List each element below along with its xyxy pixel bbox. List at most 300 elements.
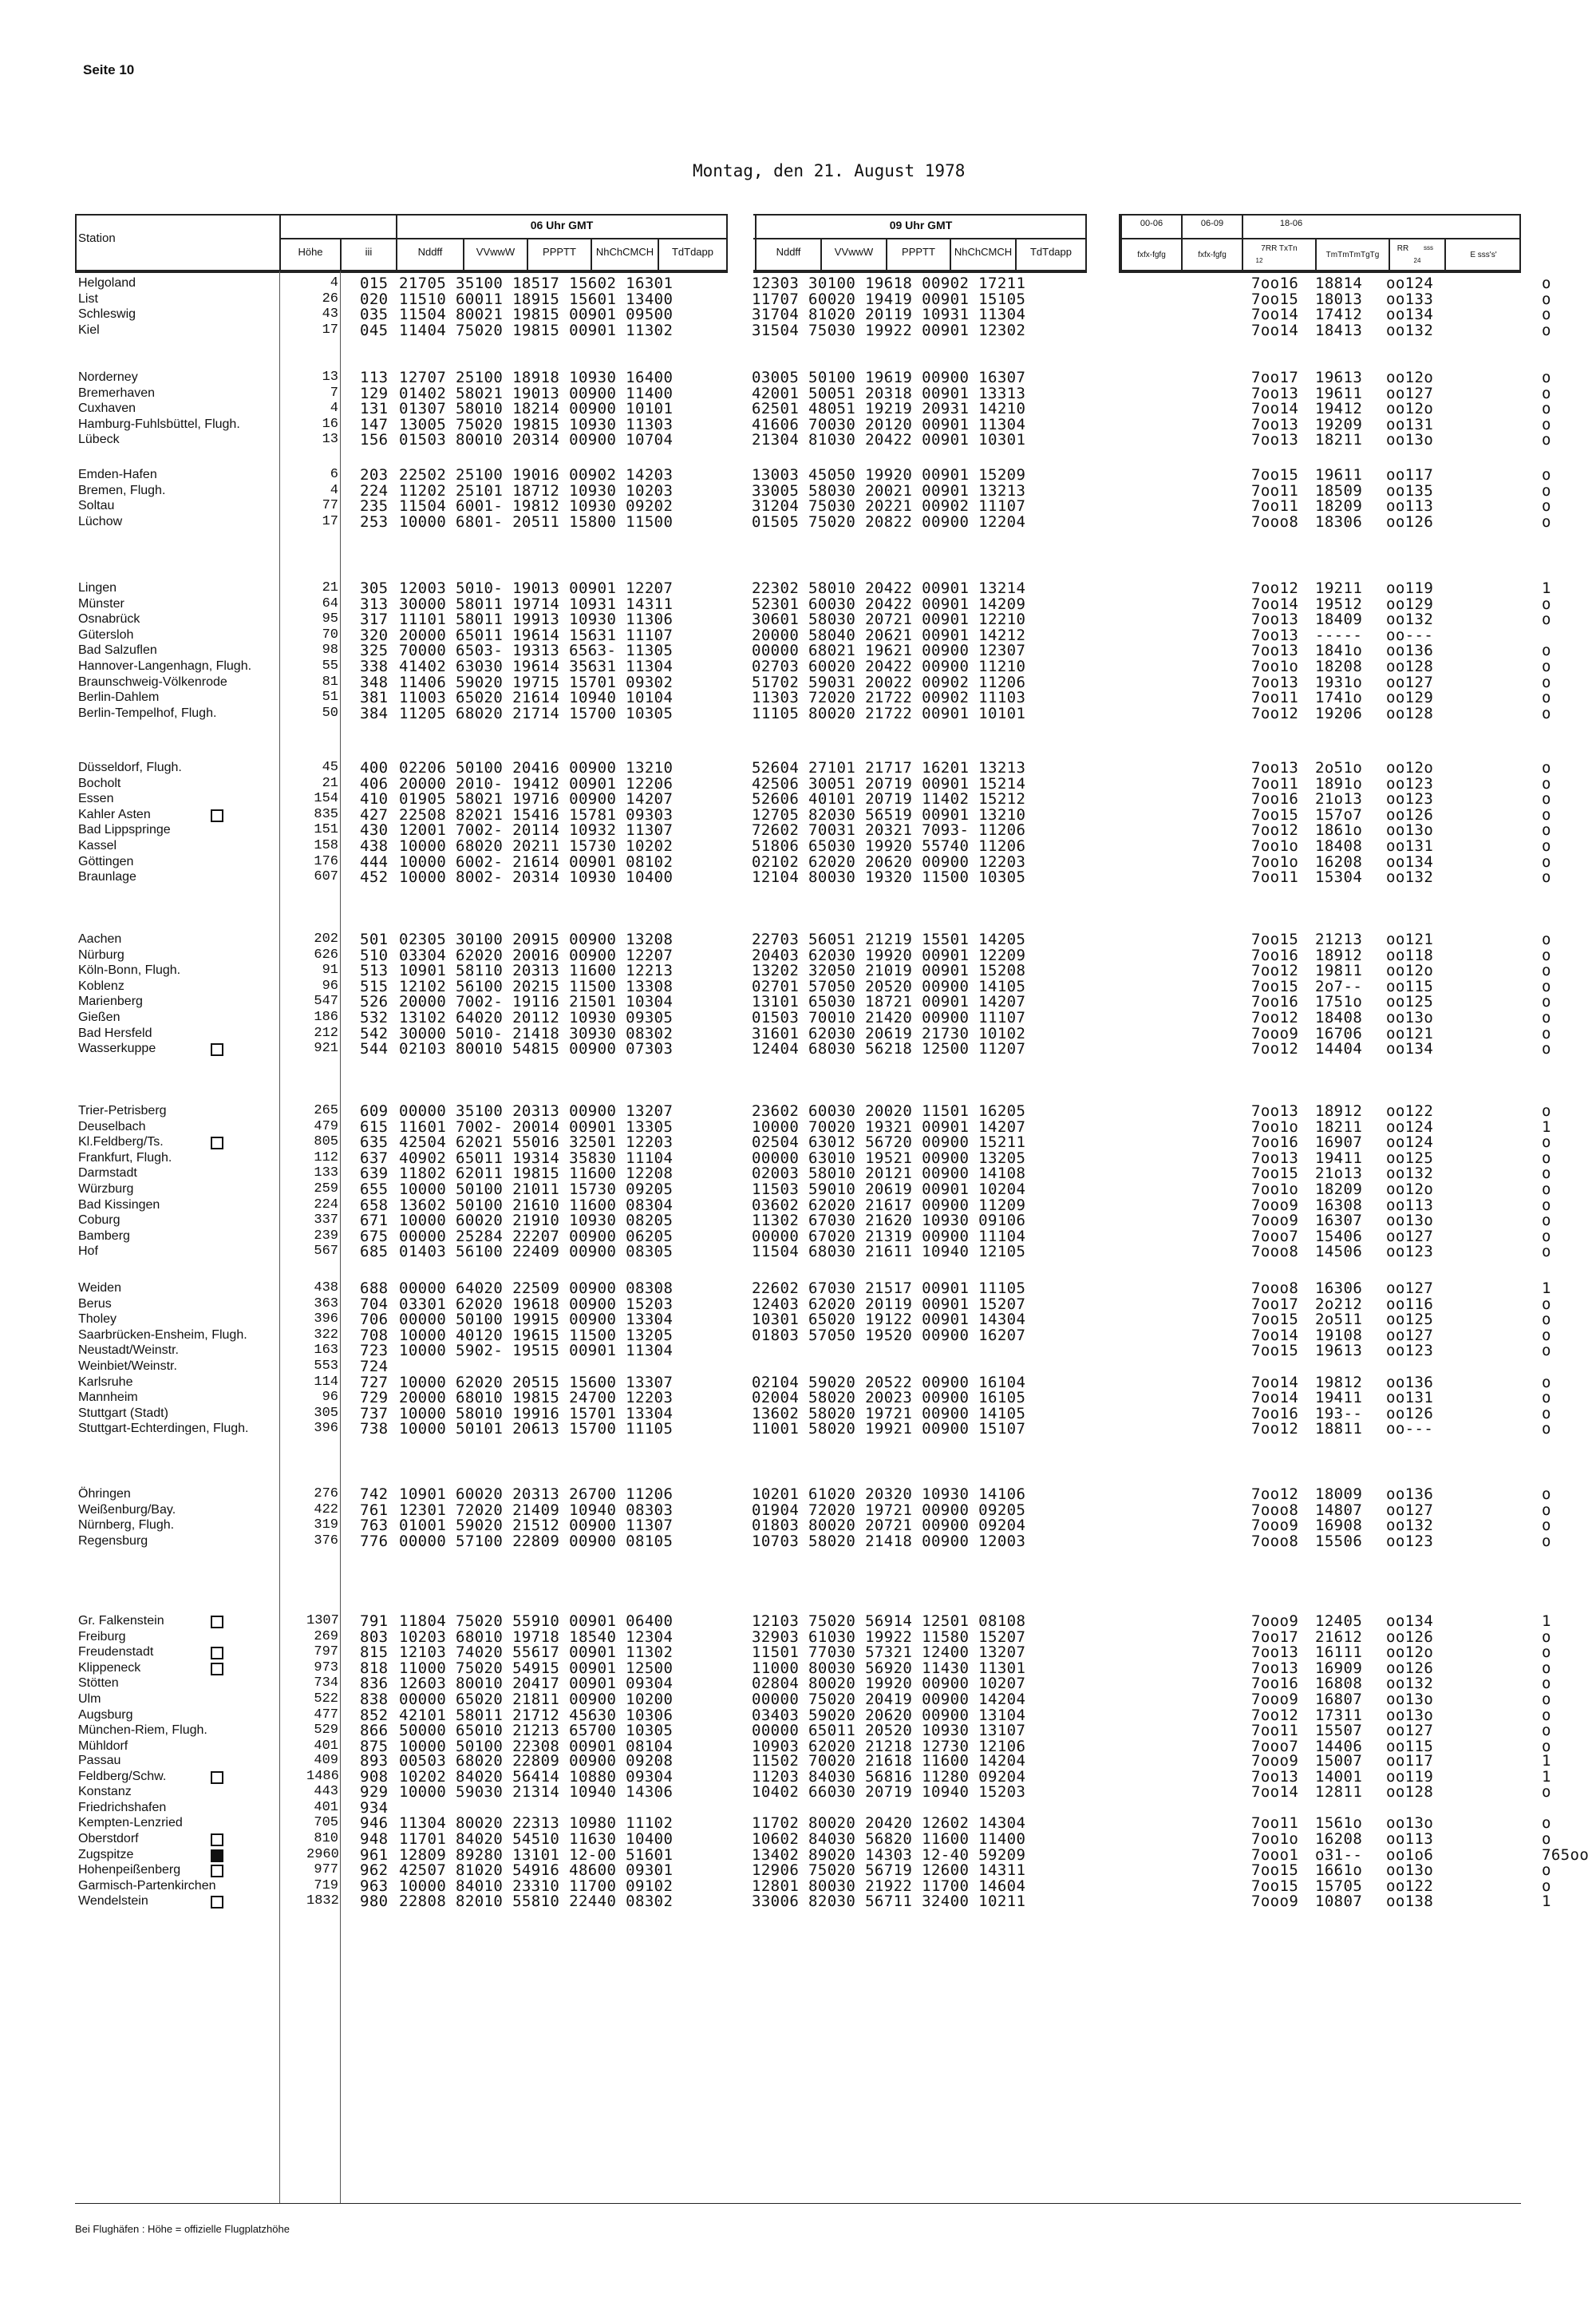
obs-06: 42504 62021 55016 32501 12203 [399,1133,674,1152]
station-name: Tholey [78,1312,117,1327]
sub-tm: TmTmTmTgTg [1325,251,1380,259]
rr-24: oo127 [1386,1326,1434,1344]
rr-24: oo115 [1386,1737,1434,1755]
h06-col-1: VVwwW [476,246,516,258]
rr-tx-tn: 7ooo9 [1251,1691,1299,1708]
station-name: Deuselbach [78,1119,146,1133]
tm-values: 18209 [1315,497,1363,516]
page-title: Montag, den 21. August 1978 [693,161,966,180]
rr-24: oo--- [1386,626,1434,644]
station-height: 567 [314,1244,338,1260]
e-sss: o [1542,704,1551,722]
station-height: 70 [322,627,338,643]
tm-values: 1751o [1315,993,1363,1011]
station-name: Bad Kissingen [78,1197,160,1212]
station-name: Öhringen [78,1487,131,1501]
e-sss: o [1542,790,1551,809]
obs-09: 10301 65020 19122 00901 14304 [752,1311,1026,1329]
period-06-09: 06-09 [1200,219,1224,228]
table-row [0,1847,1596,1863]
station-index: 510 [360,946,389,964]
obs-06: 00000 50100 19915 00900 13304 [399,1311,674,1329]
table-row [0,1800,1596,1816]
station-name: Lingen [78,581,117,595]
station-height: 17 [322,513,338,529]
tm-values: 16907 [1315,1133,1363,1152]
station-height: 396 [314,1421,338,1437]
rr-tx-tn: 7ooo9 [1251,1893,1299,1911]
mountain-station-box-icon [211,1616,223,1628]
e-sss: o [1542,431,1551,449]
station-height: 163 [314,1343,338,1359]
station-index: 384 [360,704,389,722]
station-index: 675 [360,1227,389,1245]
rr-24: oo113 [1386,1830,1434,1848]
e-sss: o [1542,369,1551,386]
table-row [0,1296,1596,1312]
station-index: 803 [360,1628,389,1646]
rr-tx-tn: 7oo14 [1251,306,1299,324]
rr-24: oo116 [1386,1295,1434,1313]
table-row [0,1753,1596,1769]
table-row [0,1421,1596,1437]
station-height: 21 [322,580,338,595]
table-row [0,627,1596,643]
rr-24: oo13o [1386,1212,1434,1230]
e-sss: o [1542,689,1551,707]
e-sss: o [1542,306,1551,324]
station-index: 532 [360,1009,389,1026]
e-sss: o [1542,1532,1551,1550]
table-row [0,1660,1596,1676]
tm-values: 17311 [1315,1706,1363,1724]
tm-values: 14406 [1315,1737,1363,1755]
rr-24: oo132 [1386,321,1434,339]
station-index: 224 [360,481,389,500]
obs-06: 11404 75020 19815 00901 11302 [399,321,674,339]
obs-06: 22508 82021 15416 15781 09303 [399,805,674,824]
tm-values: 21213 [1315,931,1363,948]
station-name: Regensburg [78,1533,148,1548]
station-name: Freiburg [78,1629,126,1644]
table-row [0,822,1596,838]
station-name: List [78,291,98,306]
e-sss: o [1542,1706,1551,1724]
obs-06: 11701 84020 54510 11630 10400 [399,1830,674,1848]
table-row [0,1533,1596,1549]
obs-09: 01803 80020 20721 00900 09204 [752,1517,1026,1535]
rr-tx-tn: 7oo15 [1251,466,1299,484]
station-name: Bad Lippspringe [78,823,171,837]
obs-09: 02004 58020 20023 00900 16105 [752,1389,1026,1407]
e-sss: o [1542,400,1551,418]
obs-09: 72602 70031 20321 7093- 11206 [752,821,1026,840]
obs-09: 22703 56051 21219 15501 14205 [752,931,1026,948]
obs-09: 13602 58020 19721 00900 14105 [752,1404,1026,1422]
station-index: 875 [360,1737,389,1755]
station-index: 727 [360,1373,389,1391]
tm-values: 19611 [1315,384,1363,402]
rr-tx-tn: 7oo14 [1251,321,1299,339]
obs-06: 10901 60020 20313 26700 11206 [399,1485,674,1503]
e-sss: o [1542,384,1551,402]
tm-values: 18306 [1315,512,1363,531]
e-sss: o [1542,805,1551,824]
e-sss: 1 [1542,1117,1551,1136]
obs-06: 02103 80010 54815 00900 07303 [399,1040,674,1058]
table-row [0,963,1596,979]
rr-24: oo118 [1386,946,1434,964]
rr-24: oo129 [1386,595,1434,613]
station-height: 114 [314,1374,338,1390]
table-row [0,1644,1596,1660]
rr-tx-tn: 7oo15 [1251,290,1299,308]
obs-06: 10000 6801- 20511 15800 11500 [399,512,674,531]
rr-tx-tn: 7oo11 [1251,689,1299,707]
station-index: 655 [360,1181,389,1198]
station-name: Berlin-Tempelhof, Flugh. [78,706,217,720]
table-row [0,776,1596,792]
rr-24: oo134 [1386,306,1434,324]
rr-tx-tn: 7oo12 [1251,1706,1299,1724]
e-sss: o [1542,512,1551,531]
rr-24: oo132 [1386,868,1434,887]
e-sss: o [1542,1691,1551,1708]
table-row [0,1486,1596,1502]
station-name: Emden-Hafen [78,468,157,481]
tm-values: 16208 [1315,1830,1363,1848]
tm-values: 17412 [1315,306,1363,324]
obs-06: 10000 60020 21910 10930 08205 [399,1212,674,1230]
station-height: 81 [322,674,338,690]
obs-06: 11205 68020 21714 15700 10305 [399,704,674,722]
station-height: 553 [314,1359,338,1374]
obs-06: 10000 59030 21314 10940 14306 [399,1783,674,1802]
rr-24: oo123 [1386,790,1434,809]
e-sss: o [1542,290,1551,308]
obs-06: 20000 65011 19614 15631 11107 [399,626,674,644]
station-name: Helgoland [78,276,136,290]
rr-tx-tn: 7oo1o [1251,837,1299,855]
station-index: 320 [360,626,389,644]
obs-09: 51806 65030 19920 55740 11206 [752,837,1026,855]
station-name: Weiden [78,1281,121,1295]
station-height: 363 [314,1295,338,1311]
tm-values: 21o13 [1315,790,1363,809]
station-index: 147 [360,415,389,433]
station-height: 13 [322,370,338,385]
station-height: 51 [322,690,338,706]
rr-24: oo131 [1386,1389,1434,1407]
table-row [0,1228,1596,1244]
tm-values: 16111 [1315,1644,1363,1662]
obs-09: 11503 59010 20619 00901 10204 [752,1181,1026,1198]
obs-09: 11303 72020 21722 00902 11103 [752,689,1026,707]
station-name: Klippeneck [78,1660,141,1675]
table-row [0,1406,1596,1422]
station-name: Konstanz [78,1785,132,1799]
rr-24: oo12o [1386,1181,1434,1198]
rr-24: oo113 [1386,497,1434,516]
rr-tx-tn: 7oo16 [1251,993,1299,1011]
rr-24: oo136 [1386,642,1434,660]
tm-values: 16307 [1315,1212,1363,1230]
tm-values: 19812 [1315,1373,1363,1391]
station-height: 401 [314,1738,338,1754]
obs-06: 10000 58010 19916 15701 13304 [399,1404,674,1422]
tm-values: 18209 [1315,1181,1363,1198]
obs-06: 01402 58021 19013 00900 11400 [399,384,674,402]
sub-rr-sub: 24 [1413,257,1421,264]
station-index: 427 [360,805,389,824]
e-sss: o [1542,321,1551,339]
obs-06: 00000 35100 20313 00900 13207 [399,1102,674,1120]
obs-06: 21705 35100 18517 15602 16301 [399,275,674,292]
station-name: Berlin-Dahlem [78,690,160,705]
e-sss: o [1542,1644,1551,1662]
tm-values: 18811 [1315,1420,1363,1438]
obs-09: 33006 82030 56711 32400 10211 [752,1893,1026,1911]
tm-values: 18009 [1315,1485,1363,1503]
mountain-station-box-icon [211,1771,223,1784]
obs-06: 12102 56100 20215 11500 13308 [399,977,674,995]
e-sss: o [1542,595,1551,613]
rr-tx-tn: 7oo17 [1251,369,1299,386]
station-name: Nürnberg, Flugh. [78,1518,175,1533]
station-name: Ulm [78,1692,101,1706]
station-height: 4 [330,482,338,498]
obs-09: 11502 70020 21618 11600 14204 [752,1752,1026,1770]
obs-09: 11504 68030 21611 10940 12105 [752,1243,1026,1261]
obs-06: 02206 50100 20416 00900 13210 [399,759,674,777]
station-index: 737 [360,1404,389,1422]
station-height: 319 [314,1517,338,1533]
station-index: 742 [360,1485,389,1503]
station-index: 946 [360,1814,389,1833]
station-height: 529 [314,1723,338,1738]
obs-06: 00000 25284 22207 00900 06205 [399,1227,674,1245]
rr-tx-tn: 7oo1o [1251,1117,1299,1136]
station-name: Wendelstein [78,1894,148,1909]
obs-09: 52604 27101 21717 16201 13213 [752,759,1026,777]
station-index: 962 [360,1861,389,1880]
tm-values: 18211 [1315,1117,1363,1136]
e-sss: o [1542,1830,1551,1848]
station-index: 609 [360,1102,389,1120]
e-sss: o [1542,1149,1551,1167]
station-height: 21 [322,775,338,791]
obs-09: 01505 75020 20822 00900 12204 [752,512,1026,531]
rr-24: oo121 [1386,931,1434,948]
e-sss: o [1542,962,1551,980]
obs-09: 11105 80020 21722 00901 10101 [752,704,1026,722]
e-sss: o [1542,1009,1551,1026]
obs-09: 13101 65030 18721 00901 14207 [752,993,1026,1011]
obs-09: 02003 58010 20121 00900 14108 [752,1165,1026,1183]
station-name: Gütersloh [78,627,134,642]
rr-24: oo13o [1386,1861,1434,1880]
table-row [0,1723,1596,1738]
rr-tx-tn: 7oo13 [1251,415,1299,433]
rr-tx-tn: 7oo13 [1251,1149,1299,1167]
table-row [0,760,1596,776]
station-index: 430 [360,821,389,840]
obs-06: 12003 5010- 19013 00901 12207 [399,579,674,597]
rr-tx-tn: 7oo11 [1251,497,1299,516]
rr-24: oo119 [1386,579,1434,597]
station-height: 7 [330,385,338,401]
rr-24: oo134 [1386,1040,1434,1058]
station-name: Soltau [78,499,115,513]
station-name: Freudenstadt [78,1645,154,1659]
station-name: Kahler Asten [78,807,151,821]
station-name: Göttingen [78,854,134,868]
station-index: 317 [360,611,389,629]
obs-06: 22808 82010 55810 22440 08302 [399,1893,674,1911]
station-index: 305 [360,579,389,597]
mountain-station-box-icon [211,809,223,822]
station-index: 400 [360,759,389,777]
station-index: 015 [360,275,389,292]
e-sss: o [1542,1243,1551,1261]
h06-col-4: TdTdapp [671,246,714,258]
rr-tx-tn: 7ooo9 [1251,1212,1299,1230]
e-sss: o [1542,673,1551,691]
station-index: 729 [360,1389,389,1407]
tm-values: 15705 [1315,1877,1363,1895]
obs-09: 32903 61030 19922 11580 15207 [752,1628,1026,1646]
table-row [0,1041,1596,1057]
e-sss: o [1542,1737,1551,1755]
station-name: Münster [78,596,124,611]
tm-values: 19512 [1315,595,1363,613]
table-row [0,1769,1596,1785]
station-height: 810 [314,1831,338,1846]
obs-06: 11504 80021 19815 00901 09500 [399,306,674,324]
rr-24: oo132 [1386,611,1434,629]
station-name: Trier-Petrisberg [78,1104,167,1117]
station-index: 929 [360,1783,389,1802]
station-name: München-Riem, Flugh. [78,1723,207,1738]
mountain-station-box-icon [211,1896,223,1909]
obs-06: 12707 25100 18918 10930 16400 [399,369,674,386]
station-index: 635 [360,1133,389,1152]
rr-tx-tn: 7oo1o [1251,1181,1299,1198]
station-height: 705 [314,1815,338,1831]
mountain-station-box-icon [211,1833,223,1846]
station-name: Hohenpeißenberg [78,1863,181,1877]
obs-06: 11101 58011 19913 10930 11306 [399,611,674,629]
table-row [0,1181,1596,1197]
tm-values: 19211 [1315,579,1363,597]
obs-06: 01403 56100 22409 00900 08305 [399,1243,674,1261]
station-name: Bamberg [78,1228,130,1243]
station-name: Stuttgart (Stadt) [78,1406,168,1420]
rr-tx-tn: 7oo14 [1251,1373,1299,1391]
table-row [0,1831,1596,1847]
e-sss: o [1542,497,1551,516]
tm-values: 18408 [1315,1009,1363,1026]
mountain-station-box-icon [211,1865,223,1877]
obs-09: 33005 58030 20021 00901 13213 [752,481,1026,500]
e-sss: 1 [1542,1752,1551,1770]
station-name: Bad Salzuflen [78,643,157,658]
station-name: Aachen [78,932,122,946]
obs-09: 12906 75020 56719 12600 14311 [752,1861,1026,1880]
obs-06: 13602 50100 21610 11600 08304 [399,1196,674,1214]
e-sss: o [1542,931,1551,948]
rr-tx-tn: 7oo14 [1251,1326,1299,1344]
table-row [0,1375,1596,1390]
obs-06: 30000 58011 19714 10931 14311 [399,595,674,613]
rr-24: oo129 [1386,689,1434,707]
rr-tx-tn: 7ooo9 [1251,1024,1299,1042]
e-sss: o [1542,1165,1551,1183]
tm-values: 14807 [1315,1501,1363,1519]
table-row [0,483,1596,499]
table-row [0,275,1596,291]
station-height: 734 [314,1675,338,1691]
station-name: Friedrichshafen [78,1800,167,1814]
rr-24: oo125 [1386,1149,1434,1167]
obs-06: 00000 64020 22509 00900 08308 [399,1280,674,1297]
rr-24: oo--- [1386,1420,1434,1438]
header-hoehe: Höhe [298,246,323,258]
rr-tx-tn: 7oo13 [1251,384,1299,402]
obs-09: 31704 81020 20119 10931 11304 [752,306,1026,324]
table-row [0,1280,1596,1296]
tm-values: 15406 [1315,1227,1363,1245]
obs-09: 00000 67020 21319 00900 11104 [752,1227,1026,1245]
obs-06: 00000 65020 21811 00900 10200 [399,1691,674,1708]
station-height: 64 [322,595,338,611]
station-name: Weißenburg/Bay. [78,1502,176,1517]
tm-values: 16208 [1315,852,1363,871]
obs-09: 03005 50100 19619 00900 16307 [752,369,1026,386]
station-height: 479 [314,1118,338,1134]
obs-09: 11702 80020 20420 12602 14304 [752,1814,1026,1833]
obs-06: 03304 62020 20016 00900 12207 [399,946,674,964]
rr-tx-tn: 7oo13 [1251,673,1299,691]
station-height: 973 [314,1659,338,1675]
rr-tx-tn: 7ooo9 [1251,1612,1299,1630]
station-name: Darmstadt [78,1166,137,1181]
station-height: 13 [322,432,338,448]
station-name: Würzburg [78,1182,134,1196]
e-sss: o [1542,1404,1551,1422]
station-name: Bremen, Flugh. [78,483,166,497]
station-index: 704 [360,1295,389,1313]
tm-values: 14506 [1315,1243,1363,1261]
e-sss: 765oo [1542,1845,1590,1864]
e-sss: o [1542,415,1551,433]
obs-06: 41402 63030 19614 35631 11304 [399,658,674,675]
tm-values: 16808 [1315,1675,1363,1693]
station-name: Kiel [78,322,100,337]
station-name: Gr. Falkenstein [78,1614,164,1628]
e-sss: 1 [1542,1612,1551,1630]
station-index: 348 [360,673,389,691]
tm-values: 16706 [1315,1024,1363,1042]
station-index: 893 [360,1752,389,1770]
obs-09: 22602 67030 21517 00901 11105 [752,1280,1026,1297]
station-index: 313 [360,595,389,613]
station-height: 98 [322,643,338,659]
e-sss: o [1542,1501,1551,1519]
tm-values: o31-- [1315,1845,1363,1864]
table-row [0,1784,1596,1800]
obs-09: 11203 84030 56816 11280 09204 [752,1767,1026,1786]
